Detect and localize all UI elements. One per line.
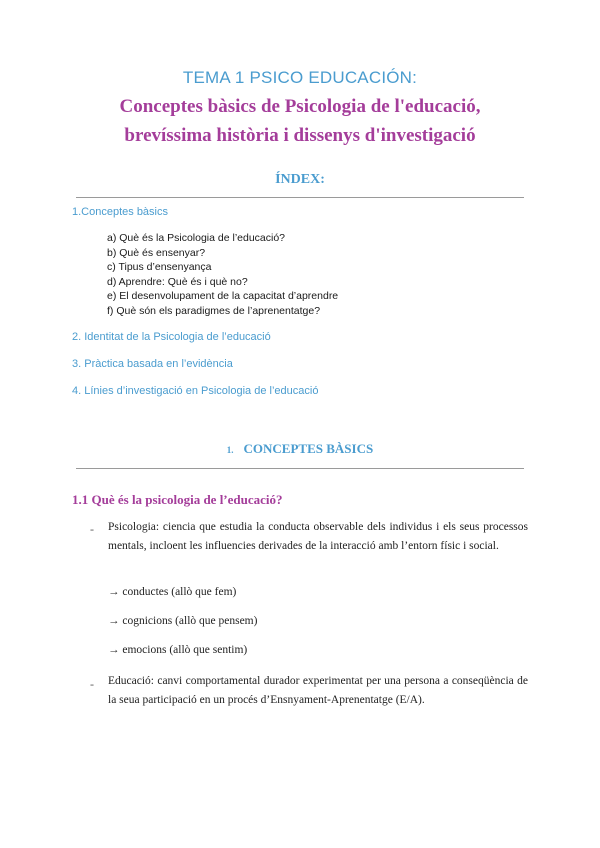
toc-subitem: b) Què és ensenyar? [107,246,206,259]
arrow-item-cognicions: → cognicions (allò que pensem) [108,615,258,627]
toc-subitem: f) Què són els paradigmes de l’aprenentatge? [107,304,321,317]
divider [76,468,524,469]
dash-bullet: - [90,677,94,691]
toc-sublist [107,231,338,319]
toc-link-practica[interactable]: 3. Pràctica basada en l’evidència [72,358,233,370]
arrow-item-emocions: → emocions (allò que sentim) [108,644,248,656]
divider [76,197,524,198]
toc-subitem: e) El desenvolupament de la capacitat d’aprendre [107,290,339,303]
toc-link-identitat[interactable]: 2. Identitat de la Psicologia de l’educació [72,331,271,343]
educacio-definition: Educació: canvi comportamental durador experimentat per una persona a conseqüència de la seua participació en un procés d’Ensnyament-Aprenentatge (E/A). [108,675,528,706]
toc-subitem: c) Tipus d’ensenyança [107,261,212,274]
document-subtitle [0,92,600,150]
topic-title: TEMA 1 PSICO EDUCACIÓN: [182,68,418,87]
toc-link-conceptes[interactable]: 1.Conceptes bàsics [72,206,168,218]
subtitle-line-1: Conceptes bàsics de Psicologia de l'educació, [119,96,481,117]
dash-bullet: - [90,522,94,536]
psicologia-definition: Psicologia: ciencia que estudia la conducta observable dels individus i els seus processos mentals, incloent les influencies derivades de la interacció amb l’entorn físic i social. [108,521,528,552]
section-heading [0,441,600,457]
toc-subitem: a) Què és la Psicologia de l’educació? [107,232,286,244]
section-number: 1. [226,445,234,455]
toc-link-linies[interactable]: 4. Línies d’investigació en Psicologia de l’educació [72,385,319,397]
index-heading: ÍNDEX: [275,172,325,187]
arrow-item-conductes: → conductes (allò que fem) [108,586,237,598]
subsection-heading: 1.1 Què és la psicologia de l’educació? [72,492,283,507]
section-title: CONCEPTES BÀSICS [243,441,374,456]
subtitle-line-2: brevíssima història i dissenys d'investigació [124,125,476,146]
toc-subitem: d) Aprendre: Què és i què no? [107,275,248,288]
